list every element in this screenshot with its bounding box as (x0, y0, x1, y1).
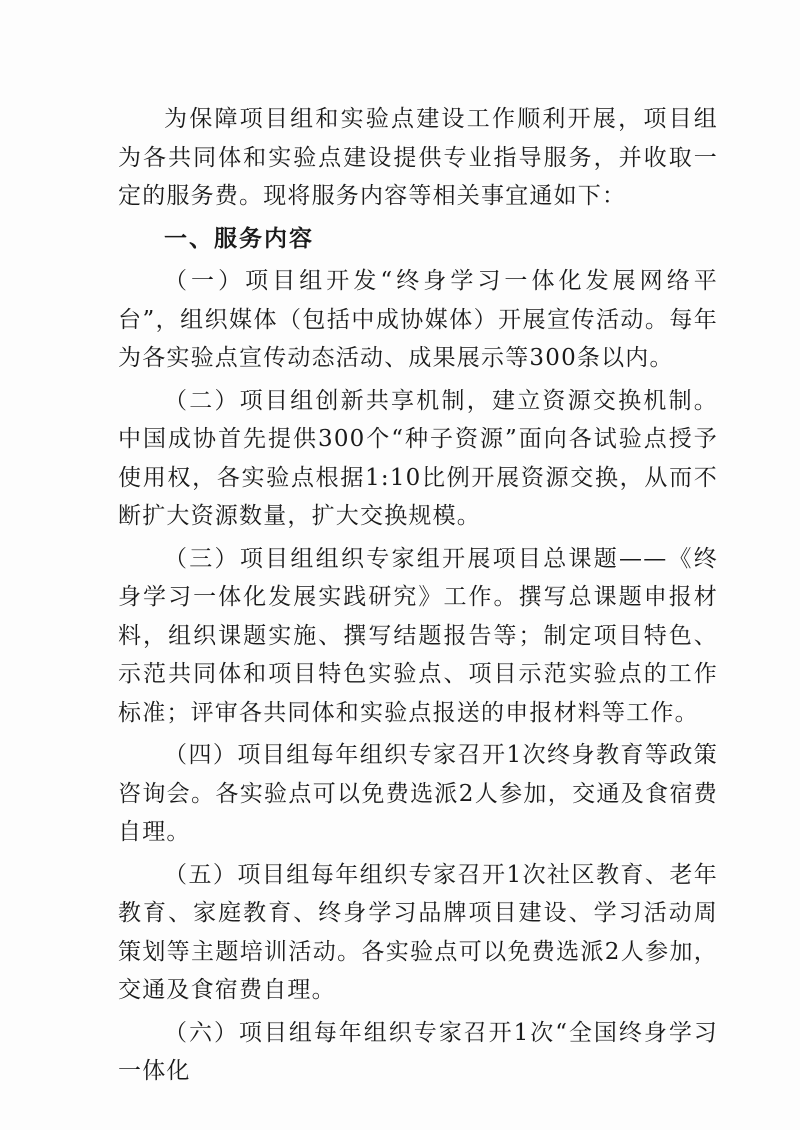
item-paragraph-5: （五）项目组每年组织专家召开1次社区教育、老年教育、家庭教育、终身学习品牌项目建设、学习活动周策划等主题培训活动。各实验点可以免费选派2人参加，交通及食宿费自理。 (118, 861, 718, 1003)
item-paragraph-1: （一）项目组开发“终身学习一体化发展网络平台”，组织媒体（包括中成协媒体）开展宣传活动。每年为各实验点宣传动态活动、成果展示等300条以内。 (118, 268, 718, 371)
section-heading: 一、服务内容 (164, 225, 314, 252)
item-paragraph-2: （二）项目组创新共享机制，建立资源交换机制。中国成协首先提供300个“种子资源”面向各试验点授予使用权，各实验点根据1:10比例开展资源交换，从而不断扩大资源数量，扩大交换规模。 (118, 387, 718, 529)
intro-paragraph: 为保障项目组和实验点建设工作顺利开展，项目组为各共同体和实验点建设提供专业指导服务，并收取一定的服务费。现将服务内容等相关事宜通如下： (118, 106, 718, 209)
document-body (118, 100, 718, 1095)
item-paragraph-3: （三）项目组组织专家组开展项目总课题——《终身学习一体化发展实践研究》工作。撰写总课题申报材料，组织课题实施、撰写结题报告等；制定项目特色、示范共同体和项目特色实验点、项目示范实验点的工作标准；评审各共同体和实验点报送的申报材料等工作。 (118, 545, 718, 726)
item-paragraph-4: （四）项目组每年组织专家召开1次终身教育等政策咨询会。各实验点可以免费选派2人参加，交通及食宿费自理。 (118, 742, 718, 845)
item-paragraph-6: （六）项目组每年组织专家召开1次“全国终身学习一体化 (118, 1019, 718, 1084)
